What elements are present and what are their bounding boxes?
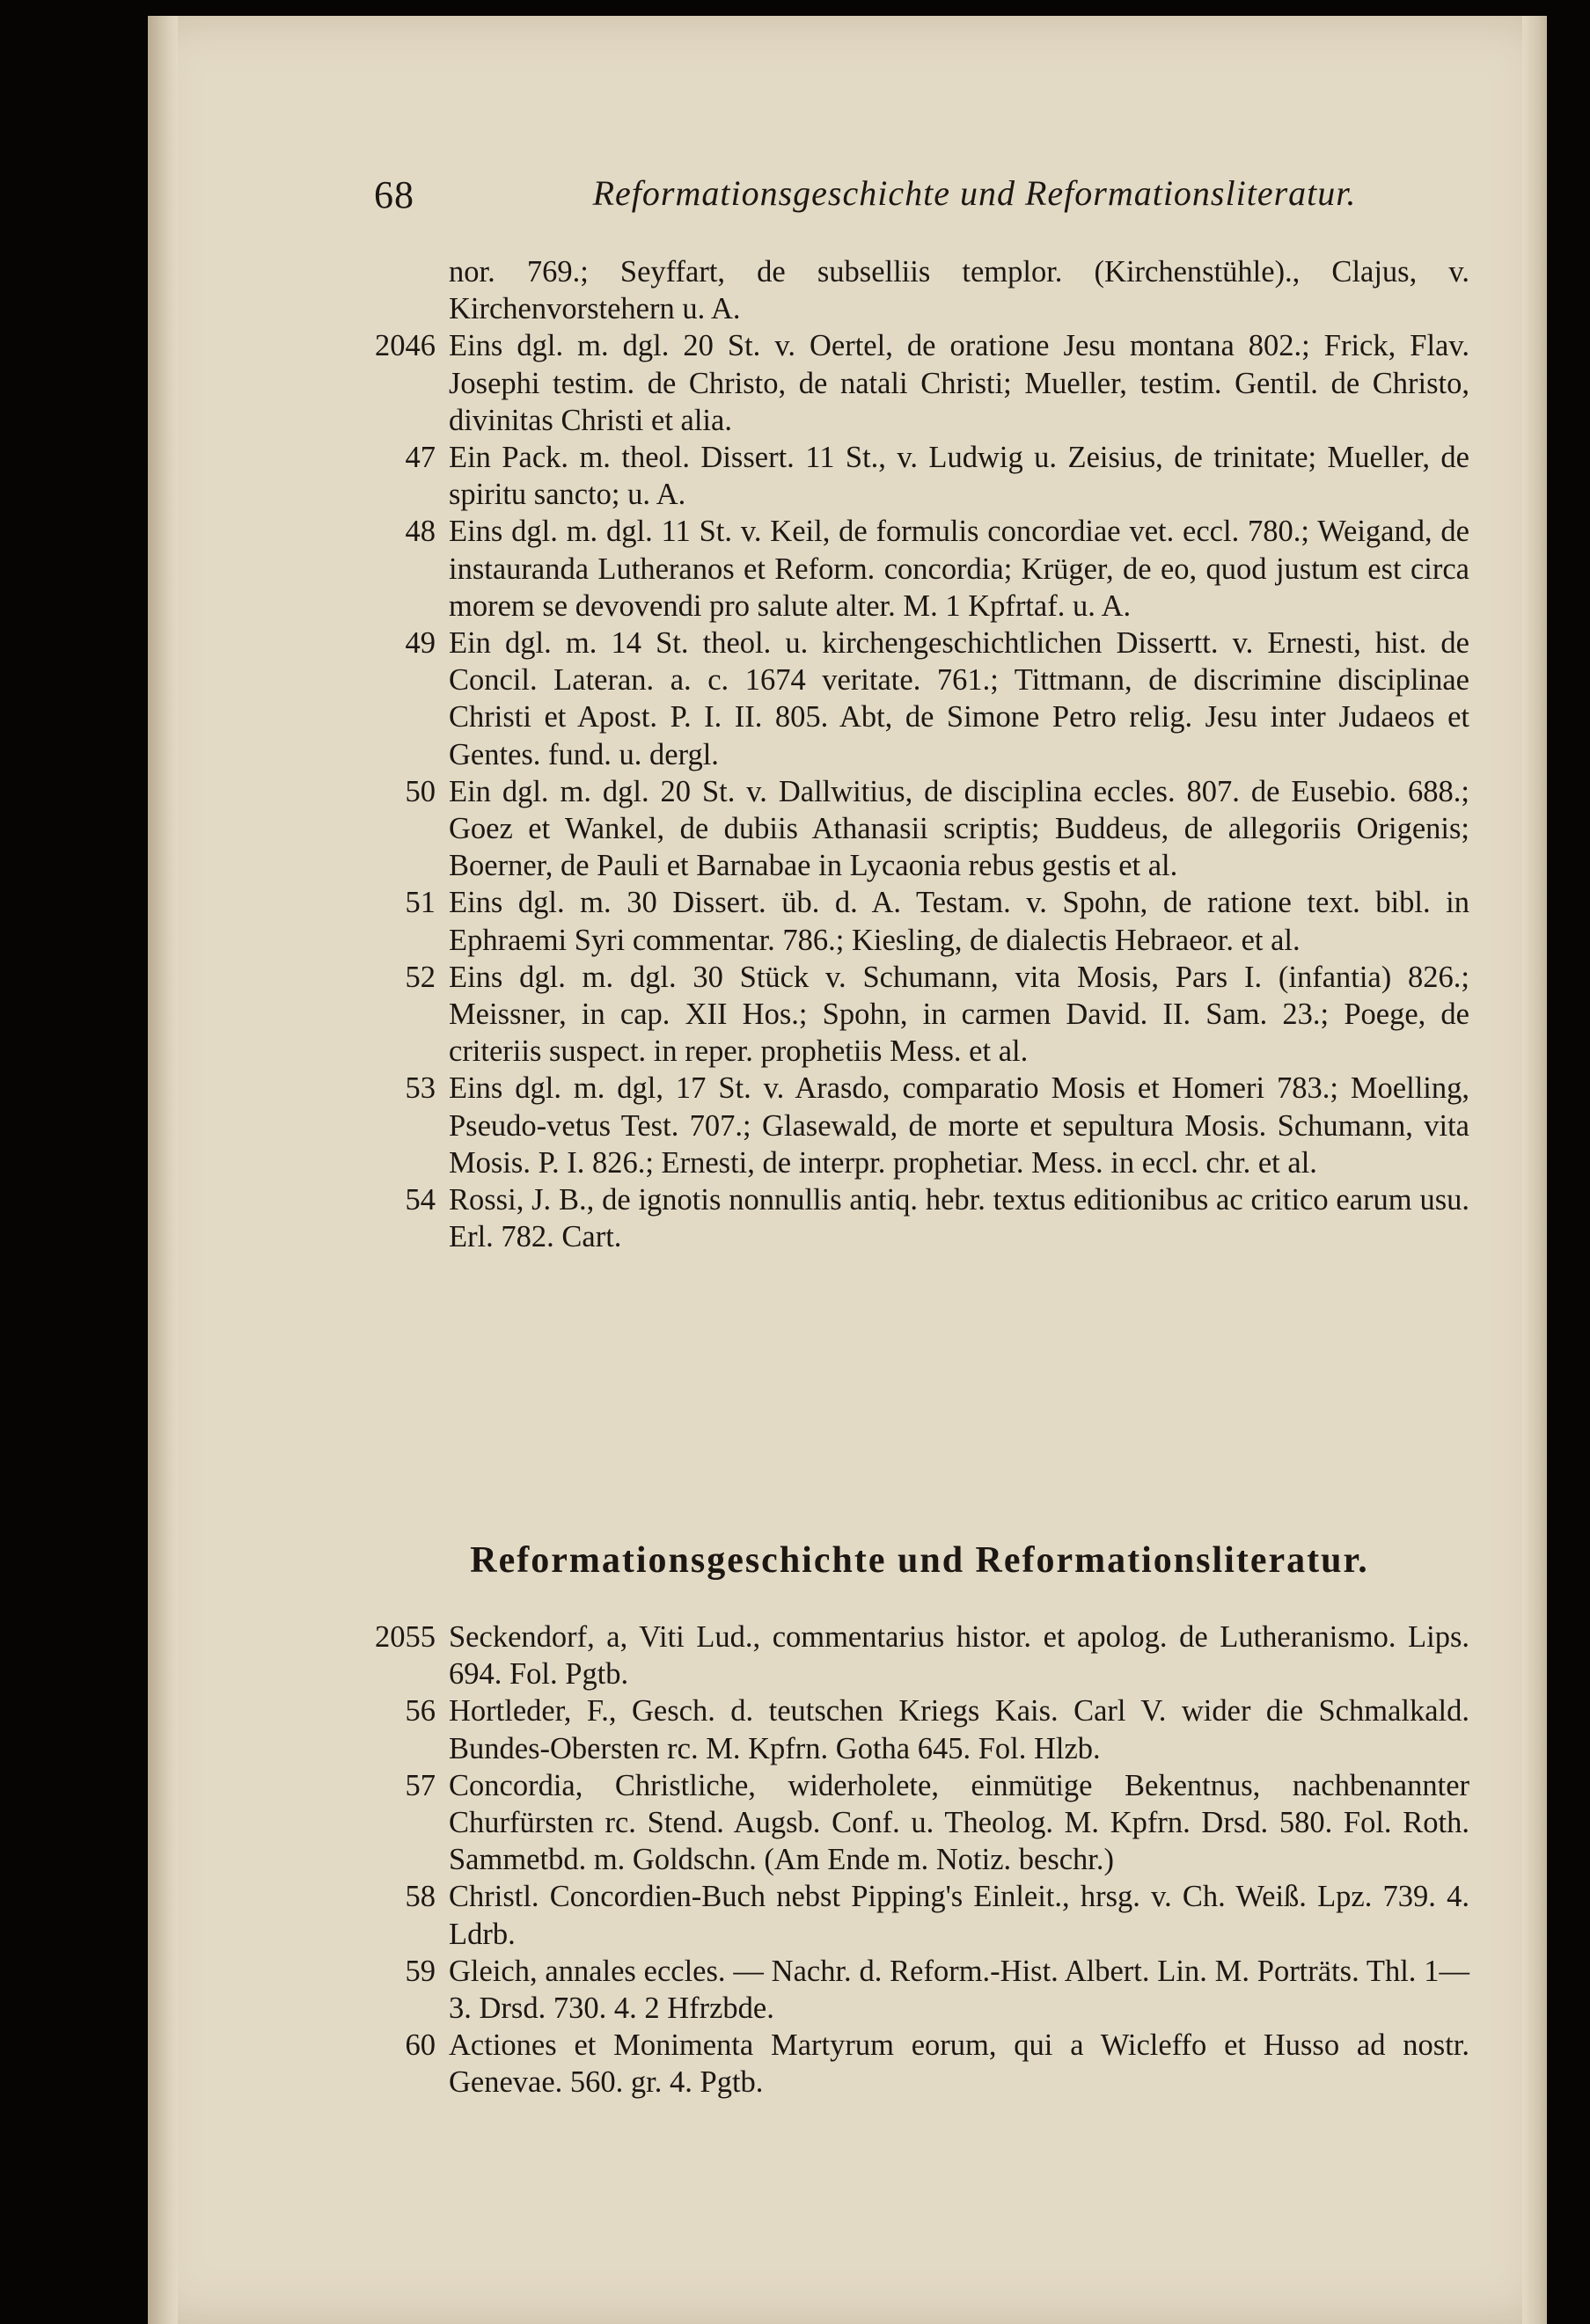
entry-text: Eins dgl. m. dgl. 11 St. v. Keil, de formulis concordiae vet. eccl. 780.; Weigand, de instauranda Lutheranos et Reform. concordia; Krüger, de eo, quod justum est circa morem se devovendi pro salute alter. M. 1 Kpfrtaf. u. A. bbox=[449, 515, 1469, 623]
entry-number: 59 bbox=[405, 1954, 436, 1988]
catalog-entry bbox=[374, 1070, 1469, 1181]
catalog-entry bbox=[374, 1878, 1469, 1952]
entry-number: 51 bbox=[405, 886, 436, 920]
entry-number: 2046 bbox=[375, 329, 436, 363]
running-title: Reformationsgeschichte und Reformationsliteratur. bbox=[592, 173, 1357, 213]
catalog-entry bbox=[374, 1953, 1469, 2027]
catalog-entry bbox=[374, 1767, 1469, 1879]
entry-number: 52 bbox=[405, 960, 436, 994]
entry-text: Ein dgl. m. dgl. 20 St. v. Dallwitius, de disciplina eccles. 807. de Eusebio. 688.; Goez et Wankel, de dubiis Athanasii scriptis; Buddeus, de allegoriis Origenis; Boerner, de Pauli et Barnabae in Lycaonia rebus gestis et al. bbox=[449, 774, 1469, 883]
page-number: 68 bbox=[374, 173, 414, 216]
entry-text: Eins dgl. m. dgl, 17 St. v. Arasdo, comparatio Mosis et Homeri 783.; Moelling, Pseudo-vetus Test. 707.; Glasewald, de morte et sepultura Mosis. Schumann, vita Mosis. P. I. 826.; Ernesti, de interpr. prophetiar. Mess. in eccl. chr. et al. bbox=[449, 1071, 1469, 1180]
entry-number: 47 bbox=[405, 441, 436, 475]
entry-number: 53 bbox=[405, 1071, 436, 1106]
entry-number: 48 bbox=[405, 515, 436, 549]
entry-number: 2055 bbox=[375, 1620, 436, 1654]
catalog-entry bbox=[374, 2027, 1469, 2101]
catalog-entry bbox=[374, 1692, 1469, 1766]
entry-number: 57 bbox=[405, 1768, 436, 1802]
entry-text: Eins dgl. m. 30 Dissert. üb. d. A. Testam. v. Spohn, de ratione text. bibl. in Ephraemi Syri commentar. 786.; Kiesling, de dialectis Hebraeor. et al. bbox=[449, 886, 1469, 957]
catalog-entries-section bbox=[374, 1619, 1469, 2101]
catalog-entry bbox=[374, 513, 1469, 625]
entry-text: Ein Pack. m. theol. Dissert. 11 St., v. Ludwig u. Zeisius, de trinitate; Mueller, de spiritu sancto; u. A. bbox=[449, 441, 1469, 512]
entry-text: Actiones et Monimenta Martyrum eorum, qui a Wicleffo et Husso ad nostr. Genevae. 560. gr. 4. Pgtb. bbox=[449, 2028, 1469, 2100]
entry-number: 56 bbox=[405, 1694, 436, 1728]
catalog-entry bbox=[374, 625, 1469, 773]
catalog-entry bbox=[374, 1181, 1469, 1255]
catalog-entry bbox=[374, 773, 1469, 885]
entry-text: Rossi, J. B., de ignotis nonnullis antiq. hebr. textus editionibus ac critico earum usu. Erl. 782. Cart. bbox=[449, 1183, 1469, 1254]
catalog-entry bbox=[374, 327, 1469, 439]
entry-number: 54 bbox=[405, 1183, 436, 1217]
entry-text: Hortleder, F., Gesch. d. teutschen Kriegs Kais. Carl V. wider die Schmalkald. Bundes-Obersten rc. M. Kpfrn. Gotha 645. Fol. Hlzb. bbox=[449, 1694, 1469, 1765]
entry-text: Eins dgl. m. dgl. 20 St. v. Oertel, de oratione Jesu montana 802.; Frick, Flav. Josephi testim. de Christo, de natali Christi; Mueller, testim. Gentil. de Christo, divinitas Christi et alia. bbox=[449, 329, 1469, 437]
catalog-entry bbox=[374, 253, 1469, 327]
entry-text: nor. 769.; Seyffart, de subselliis templor. (Kirchenstühle)., Clajus, v. Kirchenvorstehern u. A. bbox=[449, 255, 1469, 326]
entry-text: Seckendorf, a, Viti Lud., commentarius histor. et apolog. de Lutheranismo. Lips. 694. Fol. Pgtb. bbox=[449, 1620, 1469, 1692]
catalog-entries-continued bbox=[374, 253, 1469, 1255]
catalog-entry bbox=[374, 439, 1469, 513]
entry-text: Gleich, annales eccles. — Nachr. d. Reform.-Hist. Albert. Lin. M. Porträts. Thl. 1—3. Drsd. 730. 4. 2 Hfrzbde. bbox=[449, 1954, 1469, 2026]
entry-number: 50 bbox=[405, 774, 436, 808]
section-heading: Reformationsgeschichte und Reformationsliteratur. bbox=[470, 1540, 1369, 1581]
entry-number: 60 bbox=[405, 2028, 436, 2063]
catalog-entry bbox=[374, 959, 1469, 1071]
running-head bbox=[374, 172, 1469, 225]
entry-text: Ein dgl. m. 14 St. theol. u. kirchengeschichtlichen Dissertt. v. Ernesti, hist. de Concil. Lateran. a. c. 1674 veritate. 761.; Tittmann, de discrimine disciplinae Christi et Apost. P. I. II. 805. Abt, de Simone Petro relig. Jesu inter Judaeos et Gentes. fund. u. dergl. bbox=[449, 626, 1469, 771]
entry-number: 49 bbox=[405, 626, 436, 661]
entry-text: Christl. Concordien-Buch nebst Pipping's Einleit., hrsg. v. Ch. Weiß. Lpz. 739. 4. Ldrb. bbox=[449, 1880, 1469, 1951]
entry-text: Eins dgl. m. dgl. 30 Stück v. Schumann, vita Mosis, Pars I. (infantia) 826.; Meissner, in cap. XII Hos.; Spohn, in carmen David. II. Sam. 23.; Poege, de criteriis suspect. in reper. prophetiis Mess. et al. bbox=[449, 960, 1469, 1069]
catalog-entry bbox=[374, 1619, 1469, 1692]
entry-number: 58 bbox=[405, 1880, 436, 1914]
catalog-entry bbox=[374, 884, 1469, 958]
entry-text: Concordia, Christliche, widerholete, einmütige Bekentnus, nachbenannter Churfürsten rc. Stend. Augsb. Conf. u. Theolog. M. Kpfrn. Drsd. 580. Fol. Roth. Sammetbd. m. Goldschn. (Am Ende m. Notiz. beschr.) bbox=[449, 1768, 1469, 1877]
